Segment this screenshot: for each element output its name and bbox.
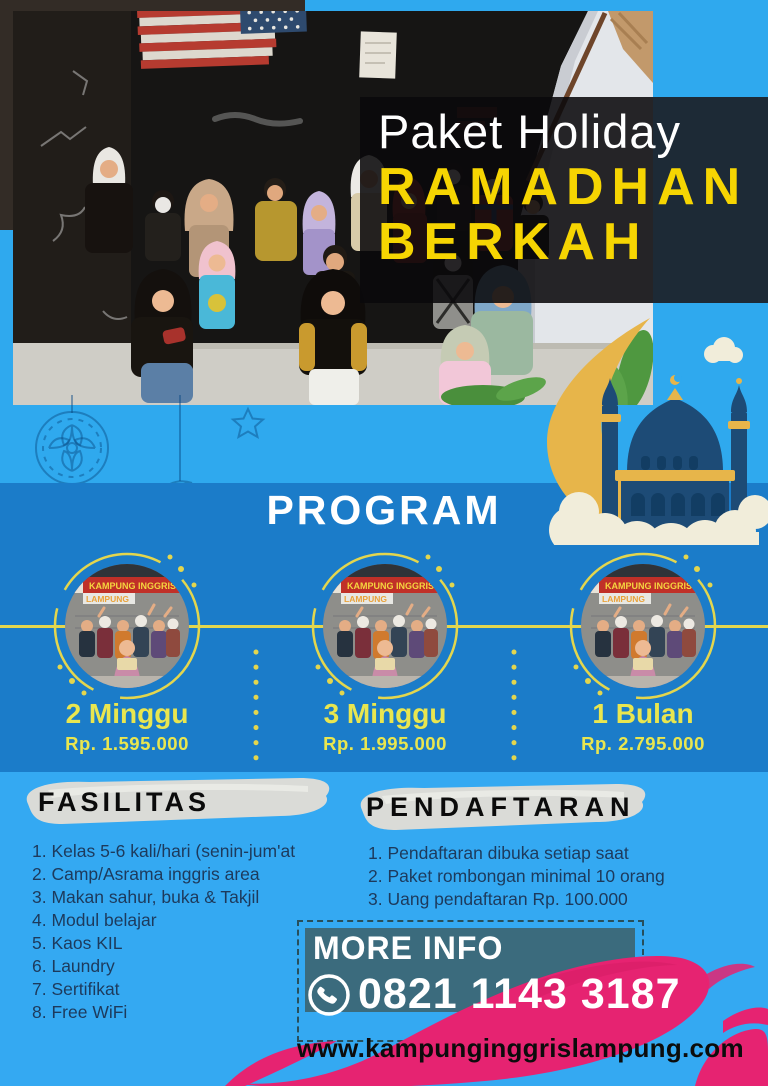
phone-number: 0821 1143 3187 — [358, 970, 681, 1018]
more-info-heading: MORE INFO — [313, 930, 504, 966]
fasilitas-item: Sertifikat — [51, 979, 120, 999]
program-3-price: Rp. 2.795.000 — [581, 733, 705, 754]
pendaftaran-item: Uang pendaftaran Rp. 100.000 — [387, 889, 628, 909]
fasilitas-heading: FASILITAS — [38, 787, 211, 817]
fasilitas-item: Makan sahur, buka & Takjil — [51, 887, 260, 907]
program-heading: PROGRAM — [266, 487, 502, 533]
whatsapp-icon — [306, 972, 352, 1018]
pendaftaran-list — [368, 842, 748, 911]
banner-subtitle: Paket Holiday — [378, 105, 681, 158]
fasilitas-item: Camp/Asrama inggris area — [51, 864, 260, 884]
fasilitas-item: Laundry — [51, 956, 115, 976]
website-url: www.kampunginggrislampung.com — [297, 1033, 744, 1063]
title-banner — [378, 104, 768, 270]
pendaftaran-item: Pendaftaran dibuka setiap saat — [387, 843, 629, 863]
star-outline-icon — [233, 409, 263, 437]
program-2-price: Rp. 1.995.000 — [323, 733, 447, 754]
svg-text:KAMPUNG INGGRIS: KAMPUNG INGGRIS — [347, 581, 435, 591]
mandala-ornament-icon — [36, 412, 108, 484]
program-photo-3 — [581, 564, 705, 688]
fasilitas-item: Kelas 5-6 kali/hari (senin-jum'at — [51, 841, 296, 861]
svg-text:KAMPUNG INGGRIS: KAMPUNG INGGRIS — [605, 581, 693, 591]
moon-mosque-illustration — [545, 300, 768, 545]
fasilitas-item: Modul belajar — [51, 910, 157, 930]
program-photo-2 — [323, 564, 447, 688]
program-1-duration: 2 Minggu — [65, 698, 189, 729]
program-2-duration: 3 Minggu — [323, 698, 447, 729]
program-3-duration: 1 Bulan — [592, 698, 694, 729]
program-photo-1 — [65, 564, 189, 688]
program-1-price: Rp. 1.595.000 — [65, 733, 189, 754]
fasilitas-item: Kaos KIL — [51, 933, 123, 953]
dotted-separator-1 — [253, 648, 259, 768]
banner-title-line2: BERKAH — [378, 213, 649, 271]
svg-text:LAMPUNG: LAMPUNG — [344, 594, 387, 604]
svg-text:LAMPUNG: LAMPUNG — [86, 594, 129, 604]
dotted-separator-2 — [511, 648, 517, 768]
pendaftaran-heading: PENDAFTARAN — [366, 792, 636, 822]
svg-text:LAMPUNG: LAMPUNG — [602, 594, 645, 604]
banner-title-line1: RAMADHAN — [378, 158, 749, 216]
svg-text:KAMPUNG INGGRIS: KAMPUNG INGGRIS — [89, 581, 177, 591]
phone-row — [306, 970, 681, 1019]
pendaftaran-item: Paket rombongan minimal 10 orang — [387, 866, 665, 886]
fasilitas-item: Free WiFi — [51, 1002, 128, 1022]
small-cloud-icon — [704, 337, 743, 363]
